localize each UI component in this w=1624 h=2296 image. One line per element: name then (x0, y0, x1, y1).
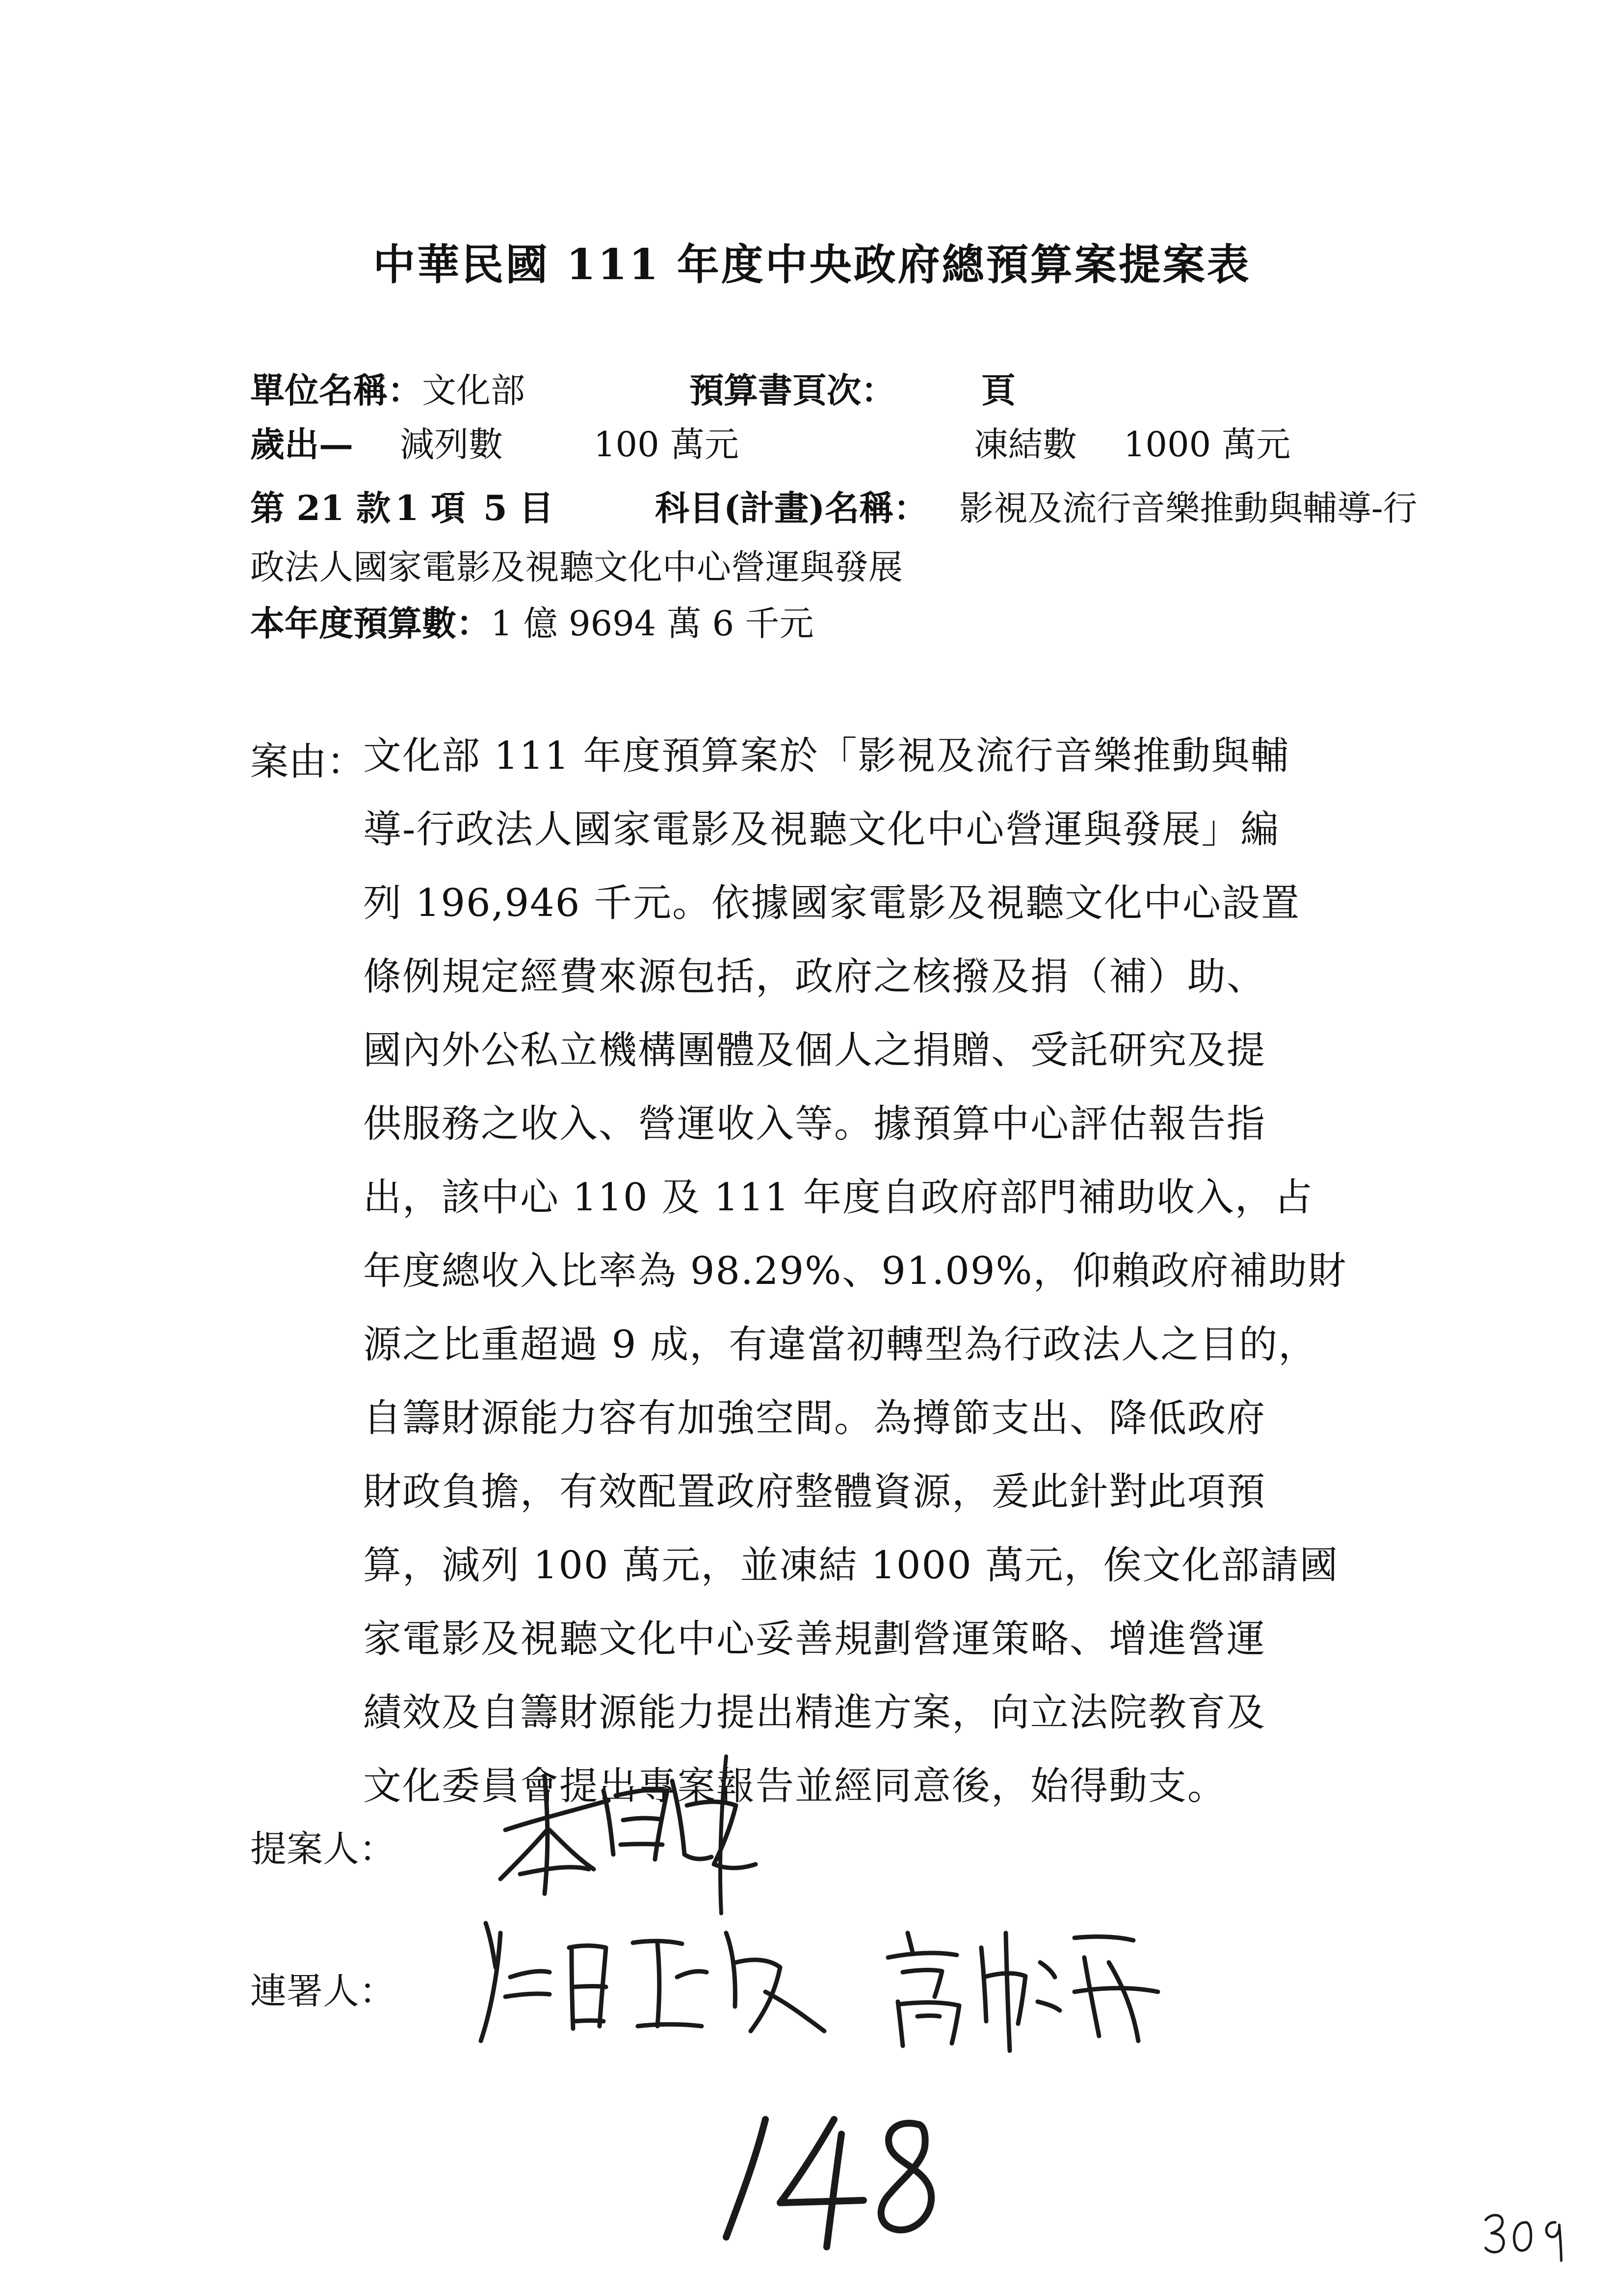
cosigner-signature-2 (878, 1918, 1173, 2056)
reason-line: 國內外公私立機構團體及個人之捐贈、受託研究及提 (363, 1028, 1266, 1072)
cosigner-signature-1 (471, 1904, 844, 2051)
reason-line: 導-行政法人國家電影及視聽文化中心營運與發展」編 (363, 808, 1280, 852)
proposer-label: 提案人： (250, 1828, 395, 1870)
cosigner-label: 連署人： (250, 1970, 395, 2012)
freeze-label: 凍結數 (974, 424, 1077, 465)
budget-line (250, 596, 813, 646)
item-code-xiang: 1 項 (395, 488, 466, 528)
budget-label: 本年度預算數： (250, 603, 491, 644)
item-name-line1: 影視及流行音樂推動與輔導-行 (959, 488, 1417, 528)
item-code-mu: 5 目 (483, 488, 554, 528)
reason-line: 源之比重超過 9 成，有違當初轉型為行政法人之目的， (363, 1323, 1318, 1367)
reason-line: 績效及自籌財源能力提出精進方案，向立法院教育及 (363, 1691, 1266, 1735)
reason-line: 財政負擔，有效配置政府整體資源，爰此針對此項預 (363, 1470, 1266, 1514)
budget-value: 1 億 9694 萬 6 千元 (491, 603, 814, 644)
budget-page-field (689, 363, 895, 413)
budget-page-label: 預算書頁次： (689, 370, 895, 411)
expenditure-label: 歲出— (250, 424, 353, 465)
reason-line: 出，該中心 110 及 111 年度自政府部門補助收入，占 (363, 1175, 1313, 1220)
budget-page-value: 頁 (981, 370, 1016, 411)
reason-line: 自籌財源能力容有加強空間。為撙節支出、降低政府 (363, 1396, 1266, 1440)
reason-label: 案由： (250, 740, 366, 784)
handwritten-number (707, 2105, 962, 2252)
reason-body (363, 719, 1403, 1823)
unit-value: 文化部 (422, 370, 525, 411)
item-name-line2: 政法人國家電影及視聽文化中心營運與發展 (250, 547, 903, 587)
reason-line: 家電影及視聽文化中心妥善規劃營運策略、增進營運 (363, 1617, 1266, 1661)
cut-value: 100 萬元 (594, 424, 739, 465)
reason-line: 年度總收入比率為 98.29%、91.09%，仰賴政府補助財 (363, 1249, 1347, 1293)
reason-line: 供服務之收入、營運收入等。據預算中心評估報告指 (363, 1102, 1266, 1146)
document-title: 中華民國 111 年度中央政府總預算案提案表 (373, 240, 1251, 289)
expenditure-line (250, 417, 353, 467)
cut-label: 減列數 (400, 424, 503, 465)
reason-line: 算，減列 100 萬元，並凍結 1000 萬元，俟文化部請國 (363, 1543, 1339, 1588)
reason-line: 文化部 111 年度預算案於「影視及流行音樂推動與輔 (363, 734, 1290, 778)
reason-line: 列 196,946 千元。依據國家電影及視聽文化中心設置 (363, 881, 1301, 925)
item-name-label: 科目(計畫)名稱： (655, 488, 928, 528)
item-code-kuan: 第 21 款 (250, 488, 391, 528)
freeze-value: 1000 萬元 (1124, 424, 1291, 465)
handwritten-page-number (1482, 2208, 1570, 2262)
unit-line (250, 363, 525, 413)
proposer-signature (491, 1747, 834, 1923)
unit-label: 單位名稱： (250, 370, 422, 411)
reason-line: 文化委員會提出專案報告並經同意後，始得動支。 (363, 1764, 1227, 1808)
reason-line: 條例規定經費來源包括，政府之核撥及捐（補）助、 (363, 955, 1266, 999)
